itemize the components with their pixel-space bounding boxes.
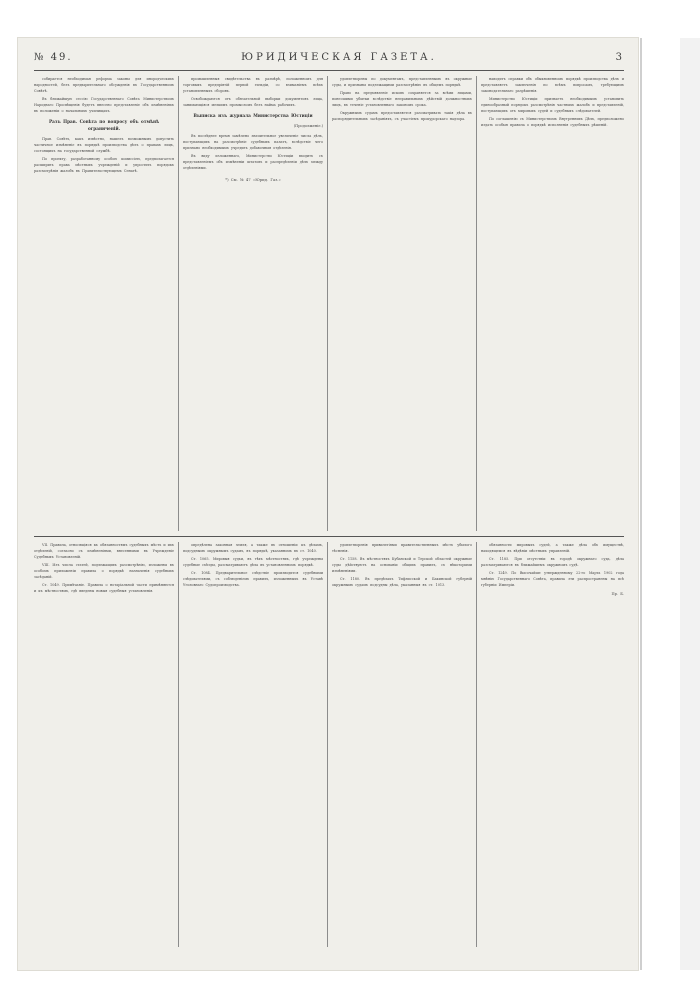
paragraph: Ст. 1180. Въ предѣлахъ Тифлисской и Бакинской губерній окружнымъ судамъ подсудны дѣла, указанныя въ ст. 1013. [332, 577, 472, 587]
signature: Пр. Б. [611, 592, 624, 596]
column-divider [178, 542, 179, 947]
paragraph: Въ послѣднее время замѣчено значительное увеличеніе числа дѣлъ, поступающихъ на разсмотрѣніе судебныхъ палатъ, вслѣдствіе чего признано необходимымъ учредить добавочныя отдѣленія. [183, 134, 323, 150]
upper-column-4 [481, 76, 624, 531]
paragraph: Освобождаются отъ обязательной выборки документовъ лица, занимающіяся мелкимъ промысломъ безъ найма рабочихъ. [183, 97, 323, 107]
header-rule [34, 70, 624, 71]
column-divider [178, 76, 179, 531]
paragraph: По соглашенію съ Министерствомъ Внутреннихъ Дѣлъ, предположено издать особыя правила о порядкѣ исполненія судебныхъ рѣшеній. [481, 117, 624, 127]
section-heading: Разъ Прав. Совѣта по вопросу объ отмѣнѣ ограниченій. [48, 119, 160, 131]
lower-column-1 [34, 542, 174, 947]
paragraph: удовлетворенія привилегіями правительственныхъ мѣстъ убылого тѣсненія. [332, 543, 472, 553]
column-divider [327, 76, 328, 531]
upper-column-2 [183, 76, 323, 531]
book-edge [640, 38, 700, 970]
column-divider [327, 542, 328, 947]
page-number: 3 [615, 52, 624, 63]
footnote: *) См. № 47 «Юрид. Газ.» [225, 177, 281, 182]
column-divider [476, 76, 477, 531]
paragraph: Въ виду изложеннаго, Министерство Юстиціи входитъ съ представленіемъ объ измѣненіи штатовъ и распредѣленіи дѣлъ между отдѣленіями. [183, 154, 323, 170]
paragraph: Прав. Совѣтъ, какъ извѣстно, нашелъ возможнымъ допустить частичное измѣненіе въ порядкѣ производства дѣлъ о правахъ лицъ, состоящихъ на государственной службѣ. [34, 137, 174, 153]
section-rule [34, 536, 624, 537]
paragraph: По проекту, разработанному особою комиссіею, предполагается расширить права мѣстныхъ учрежденій и упростить порядокъ разсмотрѣнія жалобъ въ Правительствующемъ Сенатѣ. [34, 157, 174, 173]
lower-column-2 [183, 542, 323, 947]
paragraph: наводитъ справки объ обыкновенномъ порядкѣ производства дѣлъ и представляетъ заключенія по всѣмъ вопросамъ, требующимъ законодательнаго разрѣшенія. [481, 77, 624, 93]
paragraph: собирается необходимая реформа законы для инородческихъ народностей, безъ предварительнаго обсужденія въ Государственномъ Совѣтѣ. [34, 77, 174, 93]
paragraph: VIII. Изъ числа статей, подлежащихъ разсмотрѣнію, изложены въ особомъ приложеніи правила о порядкѣ назначенія судебныхъ засѣданій. [34, 563, 174, 579]
lower-column-4 [481, 542, 624, 947]
paragraph: промышленныя свидѣтельства въ размѣрѣ, положенномъ для торговыхъ предпріятій первой гильдіи, со взиманіемъ всѣхъ установленныхъ сборовъ. [183, 77, 323, 93]
upper-column-1 [34, 76, 174, 531]
continued-label: (Продолженіе.) [293, 124, 323, 128]
lower-column-3 [332, 542, 472, 947]
paragraph: Ст. 1249. По Высочайше утвержденному 22-го Марта 1902 года мнѣнію Государственнаго Совѣта, правила эти распространены на всѣ губерніи Имперіи. [481, 571, 624, 587]
paragraph: Право на предъявленіе исковъ сохраняется за всѣми лицами, понесшими убытки вслѣдствіе неправильныхъ дѣйствій должностныхъ лицъ, въ теченіе установленнаго закономъ срока. [332, 91, 472, 107]
upper-column-3 [332, 76, 472, 531]
paragraph: Въ ближайшую сессію Государственнаго Совѣта Министерствомъ Народнаго Просвѣщенія будетъ внесено представленіе объ измѣненіяхъ въ положеніи о начальныхъ училищахъ. [34, 97, 174, 113]
paragraph: обязанности мировыхъ судей, а также дѣла объ имуществѣ, находящемся въ вѣдѣніи мѣстныхъ управленій. [481, 543, 624, 553]
paragraph: Ст. 1158. Въ мѣстностяхъ Кубанской и Терской областей окружные суды дѣйствуютъ на основаніи общихъ правилъ, съ нѣкоторыми измѣненіями. [332, 557, 472, 573]
paragraph: Ст. 1185. При отсутствіи въ городѣ окружнаго суда, дѣла разсматриваются въ ближайшемъ окружномъ судѣ. [481, 557, 624, 567]
paragraph: Ст. 1084. Предварительное слѣдствіе производится судебными слѣдователями, съ соблюденіемъ правилъ, изложенныхъ въ Уставѣ Уголовнаго Судопроизводства. [183, 571, 323, 587]
paragraph: Ст. 1065. Мировыя судьи, въ тѣхъ мѣстностяхъ, гдѣ учреждены судебные съѣзды, разсматриваютъ дѣла въ установленномъ порядкѣ. [183, 557, 323, 567]
section-heading: Выписка изъ журнала Министерства Юстиціи [193, 113, 313, 118]
issue-number: № 49. [34, 52, 73, 63]
paragraph: VII. Правила, относящіяся къ обязанностямъ судебныхъ мѣстъ и ихъ отдѣленій, согласно съ измѣненіями, внесенными въ Учрежденіе Судебныхъ Установленій. [34, 543, 174, 559]
paragraph: опредѣлена законная земля, а также въ отношеніи къ дѣламъ, подсуднымъ окружнымъ судамъ, въ порядкѣ, указанномъ въ ст. 1040. [183, 543, 323, 553]
paragraph: Министерство Юстиціи признаетъ необходимымъ установить единообразный порядокъ разсмотрѣнія частныхъ жалобъ и представленій, поступающихъ отъ мировыхъ судей и судебныхъ слѣдователей. [481, 97, 624, 113]
paragraph: удовлетворены по документамъ, представленнымъ въ окружные суды, и признаны подлежащими разсмотрѣнію въ общемъ порядкѣ. [332, 77, 472, 87]
paragraph: Ст. 1049. Примѣчаніе. Правила о нотаріальной части примѣняются и къ мѣстностямъ, гдѣ введены новыя судебныя установленія. [34, 583, 174, 593]
column-divider [476, 542, 477, 947]
page-header [34, 52, 624, 68]
newspaper-title: ЮРИДИЧЕСКАЯ ГАЗЕТА. [241, 52, 437, 63]
paragraph: Окружнымъ судамъ предоставляется разсматривать такія дѣла въ распорядительныхъ засѣданіяхъ, съ участіемъ прокурорскаго надзора. [332, 111, 472, 121]
